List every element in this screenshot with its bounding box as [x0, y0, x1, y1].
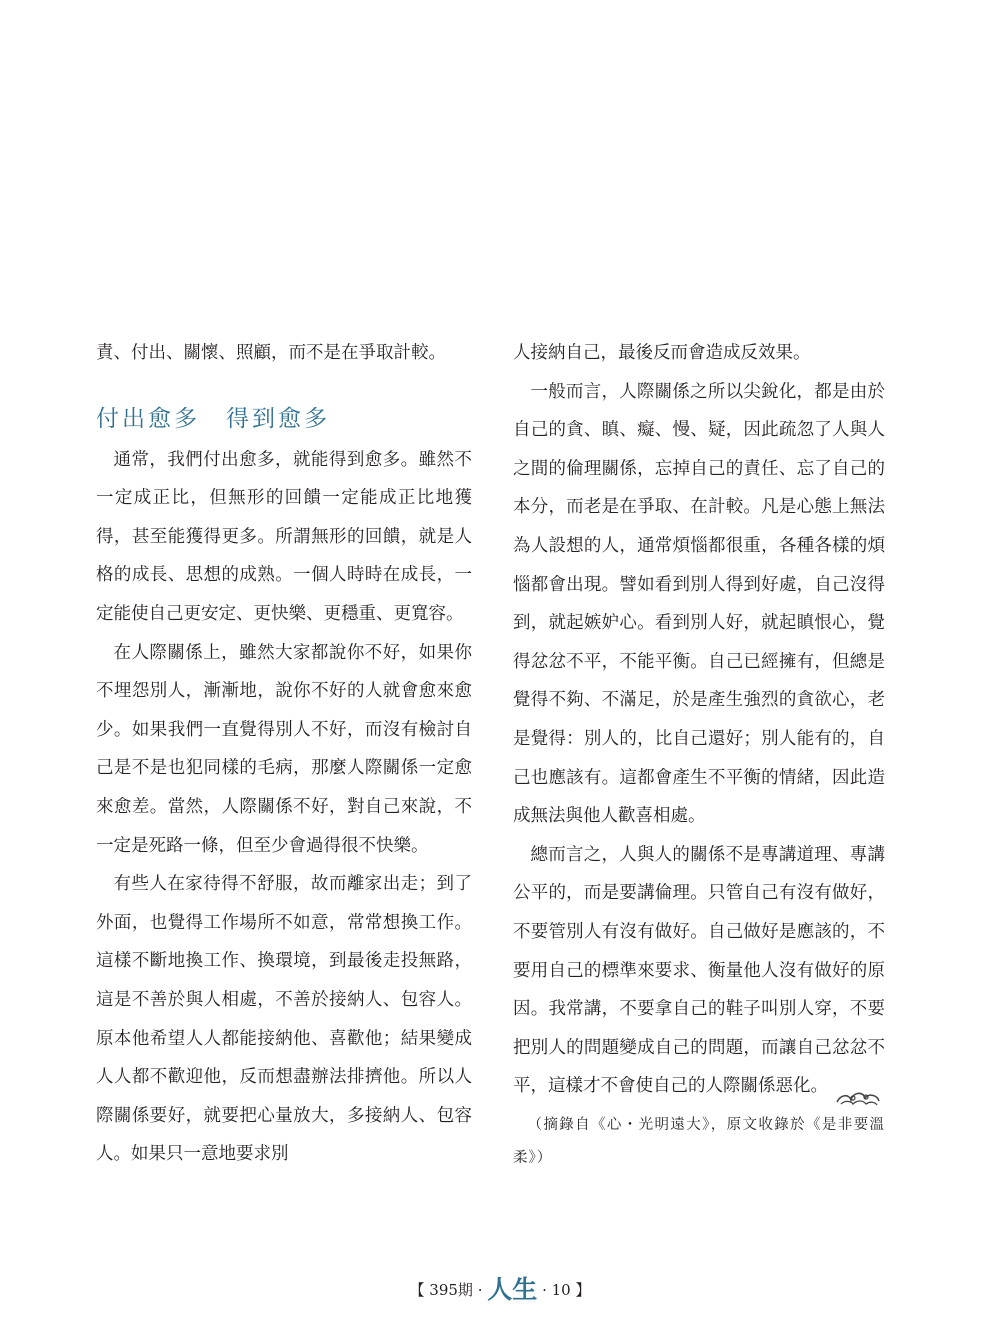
footer-separator: ·	[477, 1281, 483, 1299]
page-footer	[0, 1270, 1000, 1306]
left-column	[96, 334, 472, 1174]
paragraph: 通常，我們付出愈多，就能得到愈多。雖然不一定成正比，但無形的回饋一定能成正比地獲得，甚至能獲得更多。所謂無形的回饋，就是人格的成長、思想的成熟。一個人時時在成長，一定能使自己更安定、更快樂、更穩重、更寬容。	[96, 449, 472, 624]
paragraph: 有些人在家待得不舒服，故而離家出走；到了外面，也覺得工作場所不如意，常常想換工作。這樣不斷地換工作、換環境，到最後走投無路，這是不善於與人相處，不善於接納人、包容人。原本他希望人人都能接納他、喜歡他；結果變成人人都不歡迎他，反而想盡辦法排擠他。所以人際關係要好，就要把心量放大，多接納人、包容人。如果只一意地要求別	[96, 874, 472, 1165]
page-number: 10	[551, 1281, 571, 1299]
magazine-title: 人生	[487, 1275, 538, 1304]
paragraph: 總而言之，人與人的關係不是專講道理、專講公平的，而是要講倫理。只管自己有沒有做好，不要管別人有沒有做好。自己做好是應該的，不要用自己的標準來要求、衡量他人沒有做好的原因。我常講，不要拿自己的鞋子叫別人穿，不要把別人的問題變成自己的問題，而讓自己忿忿不平，這樣才不會使自己的人際關係惡化。	[513, 844, 885, 1097]
footer-separator: ·	[542, 1281, 547, 1299]
wave-cloud-icon	[833, 1086, 883, 1110]
source-citation: （摘錄自《心・光明遠大》，原文收錄於《是非要溫柔》）	[513, 1116, 885, 1166]
paragraph: 責、付出、關懷、照顧，而不是在爭取計較。	[96, 343, 446, 363]
section-heading: 付出愈多 得到愈多	[96, 405, 330, 432]
paragraph: 人接納自己，最後反而會造成反效果。	[513, 343, 811, 363]
issue-number: 395期	[429, 1281, 473, 1299]
paragraph: 一般而言，人際關係之所以尖銳化，都是由於自己的貪、瞋、癡、慢、疑，因此疏忽了人與人之間的倫理關係，忘掉自己的責任、忘了自己的本分，而老是在爭取、在計較。凡是心態上無法為人設想的人，通常煩惱都很重，各種各樣的煩惱都會出現。譬如看到別人得到好處，自己沒得到，就起嫉妒心。看到別人好，就起瞋恨心，覺得忿忿不平，不能平衡。自己已經擁有，但總是覺得不夠、不滿足，於是產生強烈的貪欲心，老是覺得：別人的，比自己還好；別人能有的，自己也應該有。這都會產生不平衡的情緒，因此造成無法與他人歡喜相處。	[513, 381, 885, 827]
paragraph: 在人際關係上，雖然大家都說你不好，如果你不埋怨別人，漸漸地，說你不好的人就會愈來愈少。如果我們一直覺得別人不好，而沒有檢討自己是不是也犯同樣的毛病，那麼人際關係一定愈來愈差。當然，人際關係不好，對自己來說，不一定是死路一條，但至少會過得很不快樂。	[96, 642, 472, 856]
footer-bracket-close: 】	[575, 1281, 591, 1299]
right-column	[513, 334, 885, 1175]
footer-bracket-open: 【	[409, 1281, 425, 1299]
